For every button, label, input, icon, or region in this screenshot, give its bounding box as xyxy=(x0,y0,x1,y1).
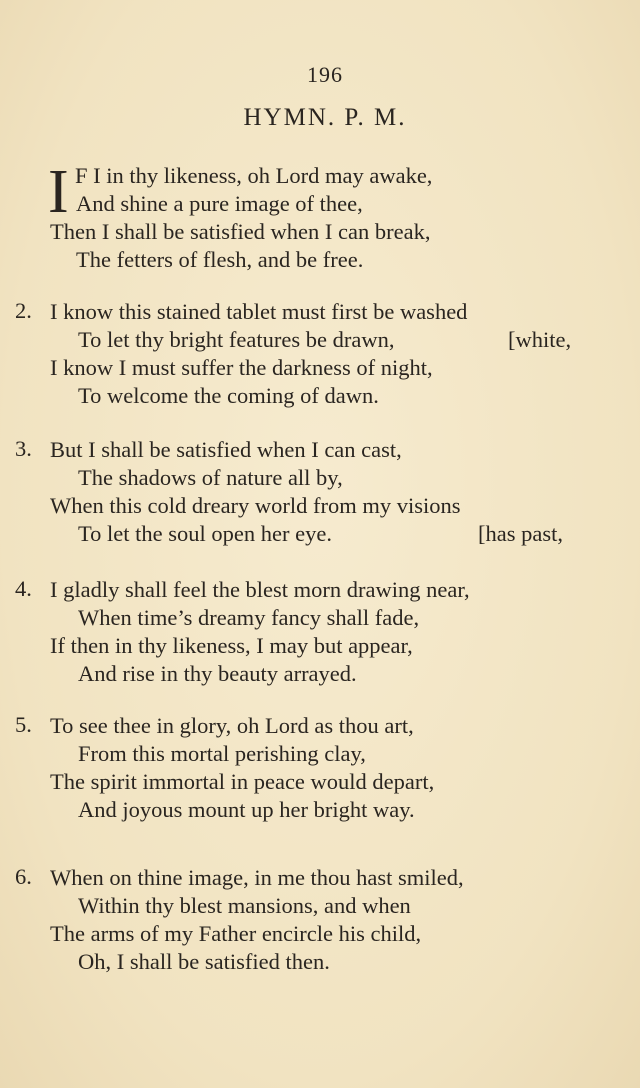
stanza-line: But I shall be satisfied when I can cast, xyxy=(50,437,402,462)
stanza-line: The spirit immortal in peace would depart, xyxy=(50,769,435,794)
stanza-line: F I in thy likeness, oh Lord may awake, xyxy=(75,163,433,188)
stanza-number: 3. xyxy=(15,436,32,461)
hymn-title: HYMN. P. M. xyxy=(243,104,407,131)
stanza-number: 5. xyxy=(15,712,32,737)
stanza-number: 2. xyxy=(15,298,32,323)
turnover-text: [has past, xyxy=(478,521,563,546)
stanza-line: When time’s dreamy fancy shall fade, xyxy=(78,605,420,630)
stanza-line: Oh, I shall be satisfied then. xyxy=(78,949,330,974)
page-number: 196 xyxy=(307,62,343,87)
stanza-line: The shadows of nature all by, xyxy=(78,465,343,490)
stanza-number: 4. xyxy=(15,576,32,601)
stanza-line: When on thine image, in me thou hast smiled, xyxy=(50,865,464,890)
stanza-line: I know I must suffer the darkness of night, xyxy=(50,355,433,380)
stanza-line: To let the soul open her eye. xyxy=(78,521,332,546)
stanza-line: The arms of my Father encircle his child, xyxy=(50,921,422,946)
stanza-line: And shine a pure image of thee, xyxy=(76,191,363,216)
stanza-line: Within thy blest mansions, and when xyxy=(78,893,411,918)
stanza-line: To let thy bright features be drawn, xyxy=(78,327,395,352)
stanza-line: I know this stained tablet must first be washed xyxy=(50,299,468,324)
stanza-line: If then in thy likeness, I may but appear, xyxy=(50,633,413,658)
stanza-line: I gladly shall feel the blest morn drawing near, xyxy=(50,577,470,602)
stanza-line: And joyous mount up her bright way. xyxy=(78,797,415,822)
stanza-number: 6. xyxy=(15,864,32,889)
stanza-line: And rise in thy beauty arrayed. xyxy=(78,661,357,686)
stanza-line: To welcome the coming of dawn. xyxy=(78,383,379,408)
stanza-line: From this mortal perishing clay, xyxy=(78,741,366,766)
turnover-text: [white, xyxy=(508,327,572,352)
drop-cap: I xyxy=(48,158,69,226)
stanza-line: The fetters of flesh, and be free. xyxy=(76,247,364,272)
stanza-line: To see thee in glory, oh Lord as thou art, xyxy=(50,713,414,738)
stanza-line: Then I shall be satisfied when I can break, xyxy=(50,219,431,244)
stanza-line: When this cold dreary world from my visions xyxy=(50,493,461,518)
